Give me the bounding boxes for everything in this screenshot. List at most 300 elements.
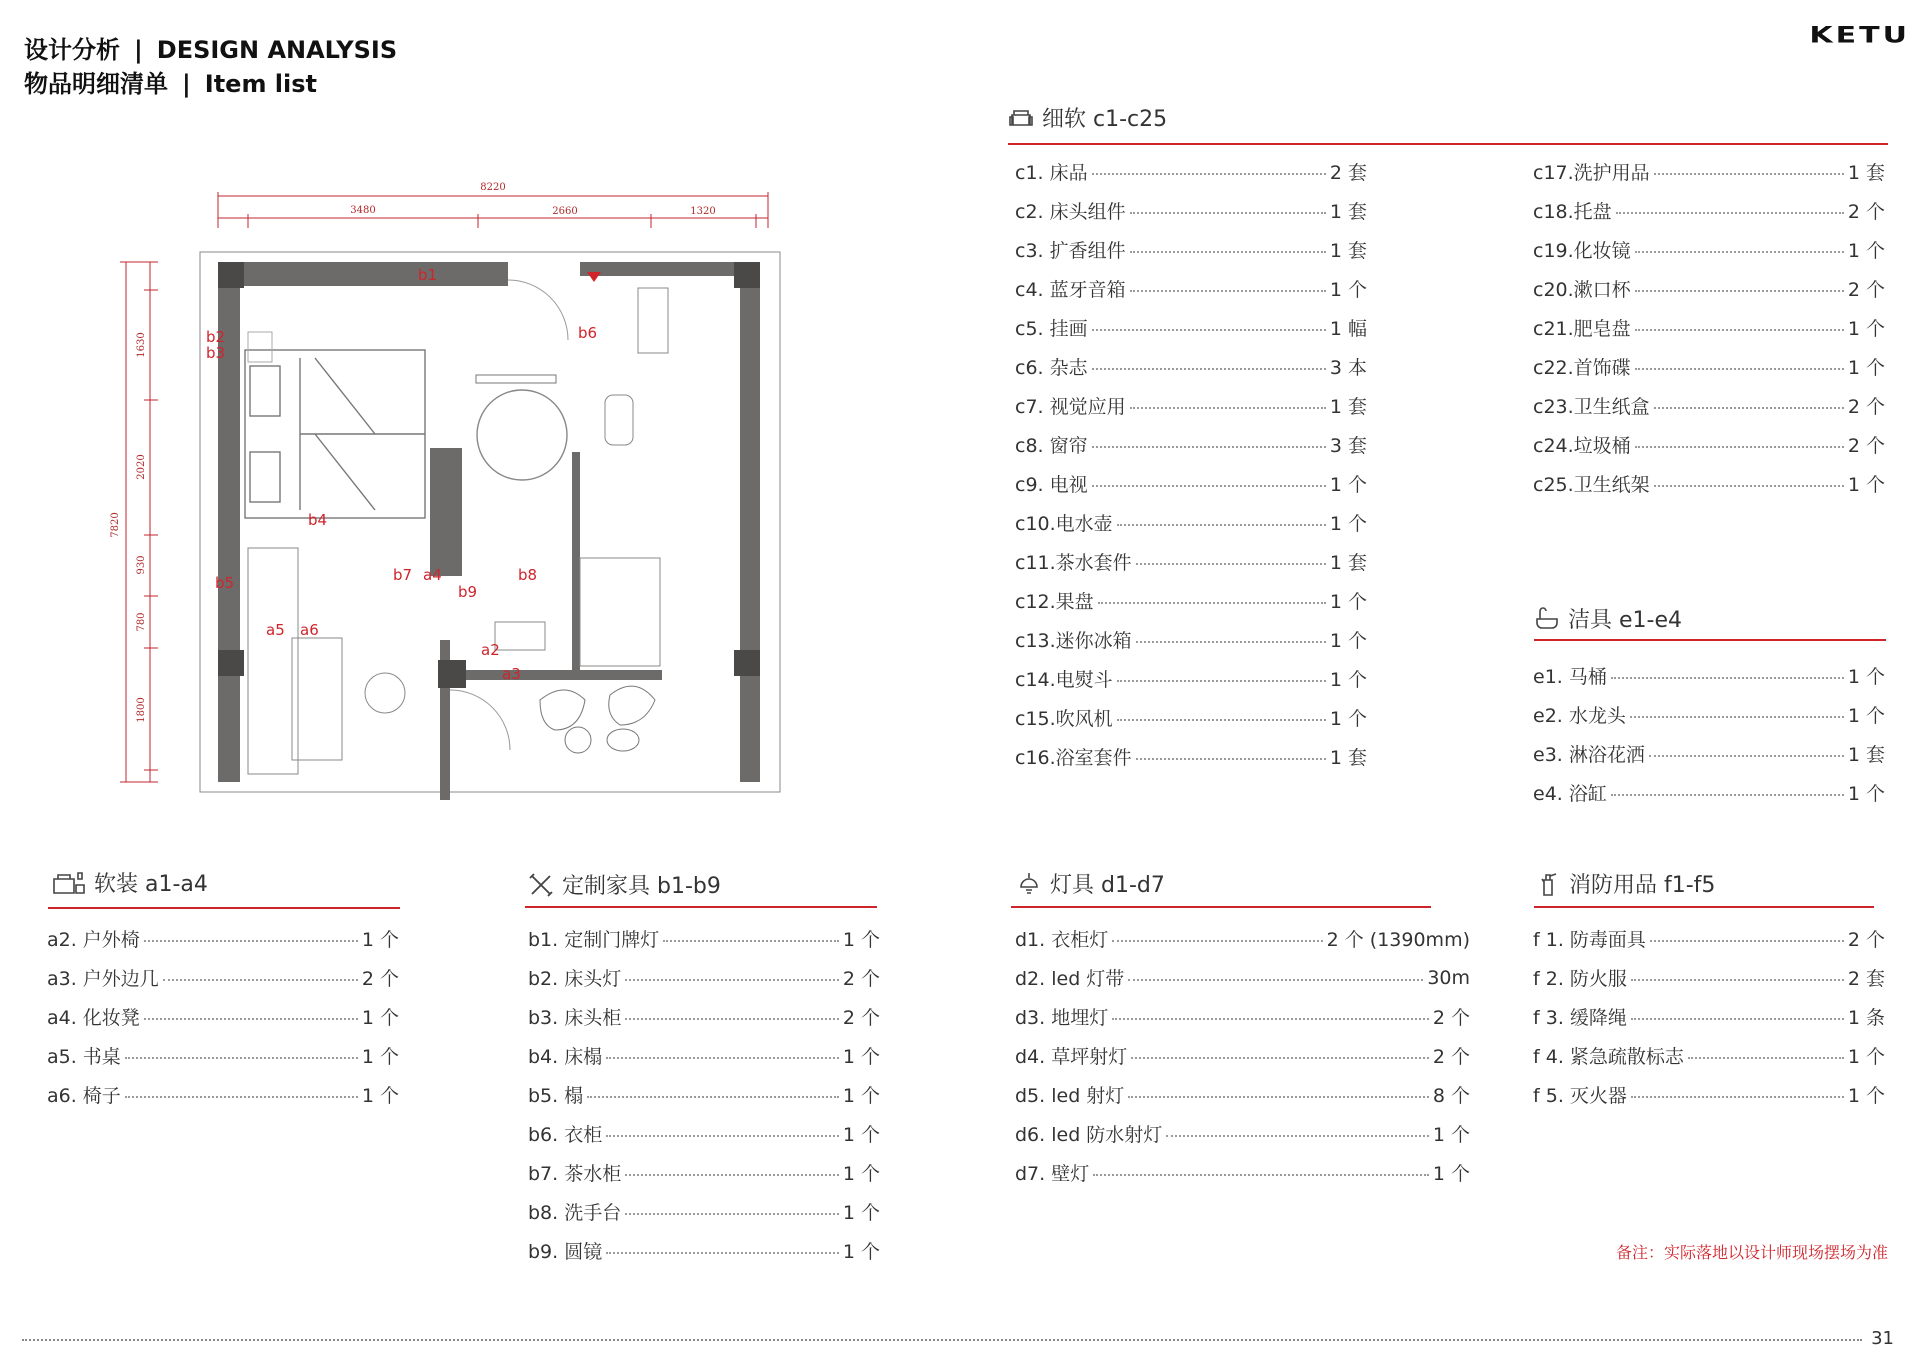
section-e-title: 洁具 e1-e4 <box>1568 608 1682 633</box>
item-name: c12.果盘 <box>1015 591 1094 613</box>
walls <box>218 262 760 800</box>
item-name: b7. 茶水柜 <box>528 1163 622 1185</box>
list-item <box>1533 734 1885 773</box>
label-a3: a3 <box>502 665 521 683</box>
desk <box>292 638 342 760</box>
item-quantity: 1 个 <box>1847 474 1885 496</box>
chair <box>365 673 405 713</box>
dot-leader <box>1611 677 1844 679</box>
dim-total-height: 7820 <box>110 512 121 538</box>
dot-leader <box>1092 485 1326 487</box>
item-name: d1. 衣柜灯 <box>1015 929 1109 951</box>
label-a5: a5 <box>266 621 285 639</box>
item-quantity: 1 个 <box>1847 357 1885 379</box>
dot-leader <box>1117 524 1326 526</box>
item-quantity: 2 个 <box>361 968 399 990</box>
list-item <box>1015 308 1367 347</box>
item-name: a5. 书桌 <box>47 1046 121 1068</box>
dot-leader <box>1635 329 1844 331</box>
dim-width-2: 2660 <box>552 206 578 217</box>
list-item <box>1015 542 1367 581</box>
item-name: f 3. 缓降绳 <box>1533 1007 1627 1029</box>
item-name: d5. led 射灯 <box>1015 1085 1125 1107</box>
page-subtitle <box>24 64 317 99</box>
item-name: c8. 窗帘 <box>1015 435 1088 457</box>
item-quantity: 1 条 <box>1847 1007 1885 1029</box>
side-table-2 <box>607 729 639 751</box>
item-name: c11.茶水套件 <box>1015 552 1132 574</box>
item-quantity: 1 套 <box>1329 201 1367 223</box>
item-quantity: 1 个 <box>1432 1163 1470 1185</box>
lamp-icon <box>1016 871 1042 897</box>
list-item <box>1015 1153 1470 1192</box>
item-name: c3. 扩香组件 <box>1015 240 1126 262</box>
list-item <box>1015 919 1470 958</box>
item-quantity: 2 个 <box>1432 1007 1470 1029</box>
item-quantity: 1 个 <box>361 1085 399 1107</box>
dot-leader <box>1654 173 1844 175</box>
list-item <box>47 958 399 997</box>
dot-leader <box>144 1018 358 1020</box>
section-f-list <box>1533 919 1885 1114</box>
list-item <box>1015 997 1470 1036</box>
item-quantity: 1 个 <box>1329 591 1367 613</box>
label-b9: b9 <box>458 583 478 601</box>
section-b-title: 定制家具 b1-b9 <box>562 874 721 899</box>
dot-leader <box>1630 716 1844 718</box>
item-quantity: 1 个 <box>842 929 880 951</box>
item-quantity: 1 个 <box>1432 1124 1470 1146</box>
entry-door <box>508 280 568 340</box>
list-item <box>1015 620 1367 659</box>
brand-logo: KETU <box>1809 22 1910 49</box>
dim-height-4: 780 <box>136 612 147 632</box>
item-name: d4. 草坪射灯 <box>1015 1046 1128 1068</box>
dot-leader <box>606 1252 839 1254</box>
section-e-rule <box>1534 639 1886 641</box>
item-quantity: 1 套 <box>1329 240 1367 262</box>
item-name: e3. 淋浴花洒 <box>1533 744 1645 766</box>
list-item <box>1533 386 1885 425</box>
item-name: c2. 床头组件 <box>1015 201 1126 223</box>
list-item <box>528 1231 880 1270</box>
dot-leader <box>1130 212 1326 214</box>
section-f-rule <box>1534 906 1874 908</box>
item-quantity: 1 个 <box>1847 783 1885 805</box>
item-quantity: 2 个 <box>1847 396 1885 418</box>
item-name: c5. 挂画 <box>1015 318 1088 340</box>
item-quantity: 1 个 <box>361 1007 399 1029</box>
item-name: c25.卫生纸架 <box>1533 474 1650 496</box>
item-name: c1. 床品 <box>1015 162 1088 184</box>
item-name: b6. 衣柜 <box>528 1124 603 1146</box>
section-d-rule <box>1011 906 1431 908</box>
item-quantity: 2 个 <box>1847 435 1885 457</box>
list-item <box>528 1036 880 1075</box>
item-name: b3. 床头柜 <box>528 1007 622 1029</box>
list-item <box>1533 464 1885 503</box>
list-item <box>1015 737 1367 776</box>
item-name: a4. 化妆凳 <box>47 1007 140 1029</box>
floor-plan <box>100 170 800 800</box>
item-name: c19.化妆镜 <box>1533 240 1631 262</box>
section-b-rule <box>525 906 877 908</box>
list-item <box>528 997 880 1036</box>
item-quantity: 1 个 <box>842 1085 880 1107</box>
footer-divider <box>22 1339 1862 1341</box>
item-quantity: 1 幅 <box>1329 318 1367 340</box>
item-name: a3. 户外边几 <box>47 968 159 990</box>
item-quantity: 1 个 <box>361 1046 399 1068</box>
list-item <box>1015 152 1367 191</box>
item-name: c17.洗护用品 <box>1533 162 1650 184</box>
list-item <box>1533 269 1885 308</box>
item-name: c6. 杂志 <box>1015 357 1088 379</box>
item-name: c7. 视觉应用 <box>1015 396 1126 418</box>
section-d-heading <box>1016 868 1165 899</box>
dot-leader <box>1131 1057 1429 1059</box>
dot-leader <box>1650 940 1844 942</box>
list-item <box>1015 503 1367 542</box>
item-quantity: 2 个 (1390mm) <box>1326 929 1470 951</box>
item-quantity: 1 个 <box>1847 318 1885 340</box>
item-quantity: 1 个 <box>1329 669 1367 691</box>
label-a2: a2 <box>481 641 500 659</box>
list-item <box>528 1192 880 1231</box>
side-table <box>565 727 591 753</box>
item-name: c15.吹风机 <box>1015 708 1113 730</box>
list-item <box>1015 581 1367 620</box>
list-item <box>1533 152 1885 191</box>
section-c-list-2 <box>1533 152 1885 503</box>
list-item <box>1533 230 1885 269</box>
item-quantity: 1 个 <box>842 1163 880 1185</box>
dim-width-1: 3480 <box>350 205 376 216</box>
item-quantity: 1 个 <box>1847 240 1885 262</box>
list-item <box>47 919 399 958</box>
toilet <box>605 395 633 445</box>
dot-leader <box>1166 1135 1429 1137</box>
item-quantity: 30m <box>1427 966 1470 989</box>
label-a4: a4 <box>423 566 442 584</box>
item-quantity: 3 本 <box>1329 357 1367 379</box>
item-name: e2. 水龙头 <box>1533 705 1626 727</box>
dot-leader <box>1635 290 1844 292</box>
dot-leader <box>1117 719 1326 721</box>
dot-leader <box>1654 485 1844 487</box>
bed <box>245 350 425 518</box>
list-item <box>1015 1036 1470 1075</box>
list-item <box>528 1114 880 1153</box>
dot-leader <box>625 1213 839 1215</box>
item-quantity: 2 套 <box>1329 162 1367 184</box>
item-quantity: 8 个 <box>1432 1085 1470 1107</box>
dot-leader <box>1092 173 1326 175</box>
dot-leader <box>1130 407 1326 409</box>
dot-leader <box>1136 563 1326 565</box>
section-c-list-1 <box>1015 152 1367 776</box>
list-item <box>1533 1075 1885 1114</box>
item-quantity: 1 套 <box>1847 162 1885 184</box>
outdoor-chair-2 <box>609 686 655 725</box>
item-quantity: 1 个 <box>1329 630 1367 652</box>
sofa-icon <box>1008 105 1034 131</box>
item-name: b5. 榻 <box>528 1085 584 1107</box>
section-a-title: 软装 a1-a4 <box>94 872 208 897</box>
list-item <box>1533 695 1885 734</box>
dim-height-5: 1800 <box>136 697 147 723</box>
shower <box>580 558 660 666</box>
list-item <box>528 1153 880 1192</box>
item-name: c22.首饰碟 <box>1533 357 1631 379</box>
item-name: f 2. 防火服 <box>1533 968 1627 990</box>
label-b4: b4 <box>308 511 328 529</box>
item-quantity: 1 个 <box>1847 1085 1885 1107</box>
item-quantity: 2 个 <box>842 968 880 990</box>
washbasin <box>495 622 545 650</box>
dot-leader <box>625 979 839 981</box>
section-c-title: 细软 c1-c25 <box>1042 107 1168 132</box>
item-name: c9. 电视 <box>1015 474 1088 496</box>
item-quantity: 2 套 <box>1847 968 1885 990</box>
dot-leader <box>1130 251 1326 253</box>
list-item <box>1015 386 1367 425</box>
section-f-title: 消防用品 f1-f5 <box>1569 873 1716 898</box>
item-quantity: 2 个 <box>1847 279 1885 301</box>
item-quantity: 1 个 <box>1847 705 1885 727</box>
item-quantity: 1 个 <box>842 1124 880 1146</box>
item-name: a2. 户外椅 <box>47 929 140 951</box>
list-item <box>1533 347 1885 386</box>
dot-leader <box>1136 758 1326 760</box>
list-item <box>1533 656 1885 695</box>
dot-leader <box>1631 1018 1844 1020</box>
item-name: b4. 床榻 <box>528 1046 603 1068</box>
dot-leader <box>1616 212 1844 214</box>
list-item <box>1015 230 1367 269</box>
dim-height-1: 1630 <box>136 332 147 358</box>
list-item <box>1015 1075 1470 1114</box>
label-b1: b1 <box>418 266 438 284</box>
dot-leader <box>1631 1096 1844 1098</box>
list-item <box>528 1075 880 1114</box>
list-item <box>1533 919 1885 958</box>
dot-leader <box>1092 368 1326 370</box>
item-quantity: 1 套 <box>1329 396 1367 418</box>
item-name: c10.电水壶 <box>1015 513 1113 535</box>
item-name: c4. 蓝牙音箱 <box>1015 279 1126 301</box>
dot-leader <box>1117 680 1326 682</box>
bedside-table <box>248 332 272 362</box>
dot-leader <box>1092 329 1326 331</box>
list-item <box>1533 308 1885 347</box>
item-name: f 5. 灭火器 <box>1533 1085 1627 1107</box>
item-name: b1. 定制门牌灯 <box>528 929 660 951</box>
section-f-heading <box>1535 868 1715 899</box>
dim-total-width: 8220 <box>480 182 506 193</box>
dot-leader <box>1635 446 1844 448</box>
dot-leader <box>1130 290 1326 292</box>
title-en: DESIGN ANALYSIS <box>156 36 398 64</box>
section-c-heading <box>1008 102 1167 133</box>
dot-leader <box>1635 251 1844 253</box>
dot-leader <box>125 1057 358 1059</box>
list-item <box>1015 269 1367 308</box>
item-name: d6. led 防水射灯 <box>1015 1124 1163 1146</box>
dot-leader <box>1611 794 1844 796</box>
dot-leader <box>1635 368 1844 370</box>
furniture-icon <box>52 869 86 897</box>
section-a-heading <box>52 867 208 898</box>
label-b7: b7 <box>393 566 413 584</box>
dot-leader <box>625 1018 839 1020</box>
bathtub <box>477 390 567 480</box>
item-name: d3. 地埋灯 <box>1015 1007 1109 1029</box>
list-item <box>1015 1114 1470 1153</box>
section-d-title: 灯具 d1-d7 <box>1050 873 1165 898</box>
item-quantity: 1 个 <box>1847 666 1885 688</box>
label-a6: a6 <box>300 621 319 639</box>
subtitle-cn: 物品明细清单 <box>24 70 168 98</box>
title-separator: | <box>134 36 143 64</box>
dot-leader <box>587 1096 839 1098</box>
label-b5: b5 <box>215 574 235 592</box>
dot-leader <box>144 940 358 942</box>
section-a-list <box>47 919 399 1114</box>
list-item <box>1015 698 1367 737</box>
site-outline <box>200 252 780 792</box>
label-b8: b8 <box>518 566 538 584</box>
item-name: c16.浴室套件 <box>1015 747 1132 769</box>
dot-leader <box>1128 1096 1429 1098</box>
page-number: 31 <box>1871 1328 1894 1349</box>
dot-leader <box>1128 979 1423 981</box>
list-item <box>1015 659 1367 698</box>
dot-leader <box>1688 1057 1844 1059</box>
item-quantity: 2 个 <box>842 1007 880 1029</box>
list-item <box>1533 773 1885 812</box>
item-name: d2. led 灯带 <box>1015 968 1125 990</box>
dot-leader <box>625 1174 839 1176</box>
dot-leader <box>1098 602 1326 604</box>
dot-leader <box>1112 940 1322 942</box>
list-item <box>1015 347 1367 386</box>
remark-note: 备注：实际落地以设计师现场摆场为准 <box>1615 1243 1888 1262</box>
item-name: c20.漱口杯 <box>1533 279 1631 301</box>
subtitle-en: Item list <box>204 70 318 98</box>
item-name: e1. 马桶 <box>1533 666 1607 688</box>
item-name: d7. 壁灯 <box>1015 1163 1090 1185</box>
list-item <box>1015 425 1367 464</box>
daybed <box>248 548 298 774</box>
item-name: c21.肥皂盘 <box>1533 318 1631 340</box>
list-item <box>528 958 880 997</box>
section-d-list <box>1015 919 1470 1192</box>
item-name: c18.托盘 <box>1533 201 1612 223</box>
subtitle-separator: | <box>182 70 191 98</box>
section-e-heading <box>1534 603 1682 634</box>
item-name: f 4. 紧急疏散标志 <box>1533 1046 1684 1068</box>
title-cn: 设计分析 <box>24 36 120 64</box>
dot-leader <box>1112 1018 1429 1020</box>
item-name: b9. 圆镜 <box>528 1241 603 1263</box>
dot-leader <box>606 1135 839 1137</box>
list-item <box>1015 464 1367 503</box>
list-item <box>528 919 880 958</box>
label-b3: b3 <box>206 344 226 362</box>
list-item <box>1533 997 1885 1036</box>
item-quantity: 1 个 <box>842 1241 880 1263</box>
dot-leader <box>1093 1174 1429 1176</box>
item-quantity: 2 个 <box>1847 929 1885 951</box>
label-b2: b2 <box>206 328 226 346</box>
item-name: c23.卫生纸盒 <box>1533 396 1650 418</box>
item-quantity: 1 个 <box>1847 1046 1885 1068</box>
dot-leader <box>606 1057 839 1059</box>
section-b-heading <box>528 869 721 900</box>
item-quantity: 1 个 <box>1329 279 1367 301</box>
dim-height-2: 2020 <box>136 454 147 480</box>
item-name: b2. 床头灯 <box>528 968 622 990</box>
section-a-rule <box>48 907 400 909</box>
section-e-list <box>1533 656 1885 812</box>
item-quantity: 3 套 <box>1329 435 1367 457</box>
item-quantity: 2 个 <box>1847 201 1885 223</box>
item-name: c14.电熨斗 <box>1015 669 1113 691</box>
dot-leader <box>1136 641 1326 643</box>
item-quantity: 1 套 <box>1329 552 1367 574</box>
item-quantity: 1 个 <box>1329 513 1367 535</box>
dot-leader <box>163 979 358 981</box>
list-item <box>1533 1036 1885 1075</box>
item-name: c24.垃圾桶 <box>1533 435 1631 457</box>
list-item <box>1015 958 1470 997</box>
entrance-arrow-icon <box>587 272 601 282</box>
wardrobe <box>638 288 668 353</box>
item-name: f 1. 防毒面具 <box>1533 929 1646 951</box>
list-item <box>1533 958 1885 997</box>
list-item <box>47 997 399 1036</box>
bathtub-icon <box>1534 606 1560 632</box>
page-title <box>24 30 397 65</box>
balcony-door <box>450 690 510 750</box>
dot-leader <box>1092 446 1326 448</box>
list-item <box>1015 191 1367 230</box>
item-quantity: 1 套 <box>1329 747 1367 769</box>
dim-height-3: 930 <box>136 555 147 575</box>
outdoor-chair-1 <box>540 690 585 730</box>
shelf <box>476 375 556 383</box>
dim-width-3: 1320 <box>690 206 716 217</box>
label-b6: b6 <box>578 324 598 342</box>
item-quantity: 2 个 <box>1432 1046 1470 1068</box>
top-dimensions <box>218 192 768 228</box>
dot-leader <box>1631 979 1844 981</box>
tools-icon <box>528 872 554 898</box>
dot-leader <box>125 1096 358 1098</box>
item-quantity: 1 套 <box>1847 744 1885 766</box>
item-name: c13.迷你冰箱 <box>1015 630 1132 652</box>
item-name: e4. 浴缸 <box>1533 783 1607 805</box>
dot-leader <box>1654 407 1844 409</box>
item-quantity: 1 个 <box>842 1046 880 1068</box>
list-item <box>47 1036 399 1075</box>
item-quantity: 1 个 <box>1329 708 1367 730</box>
list-item <box>1533 425 1885 464</box>
item-quantity: 1 个 <box>842 1202 880 1224</box>
dot-leader <box>663 940 839 942</box>
list-item <box>1533 191 1885 230</box>
